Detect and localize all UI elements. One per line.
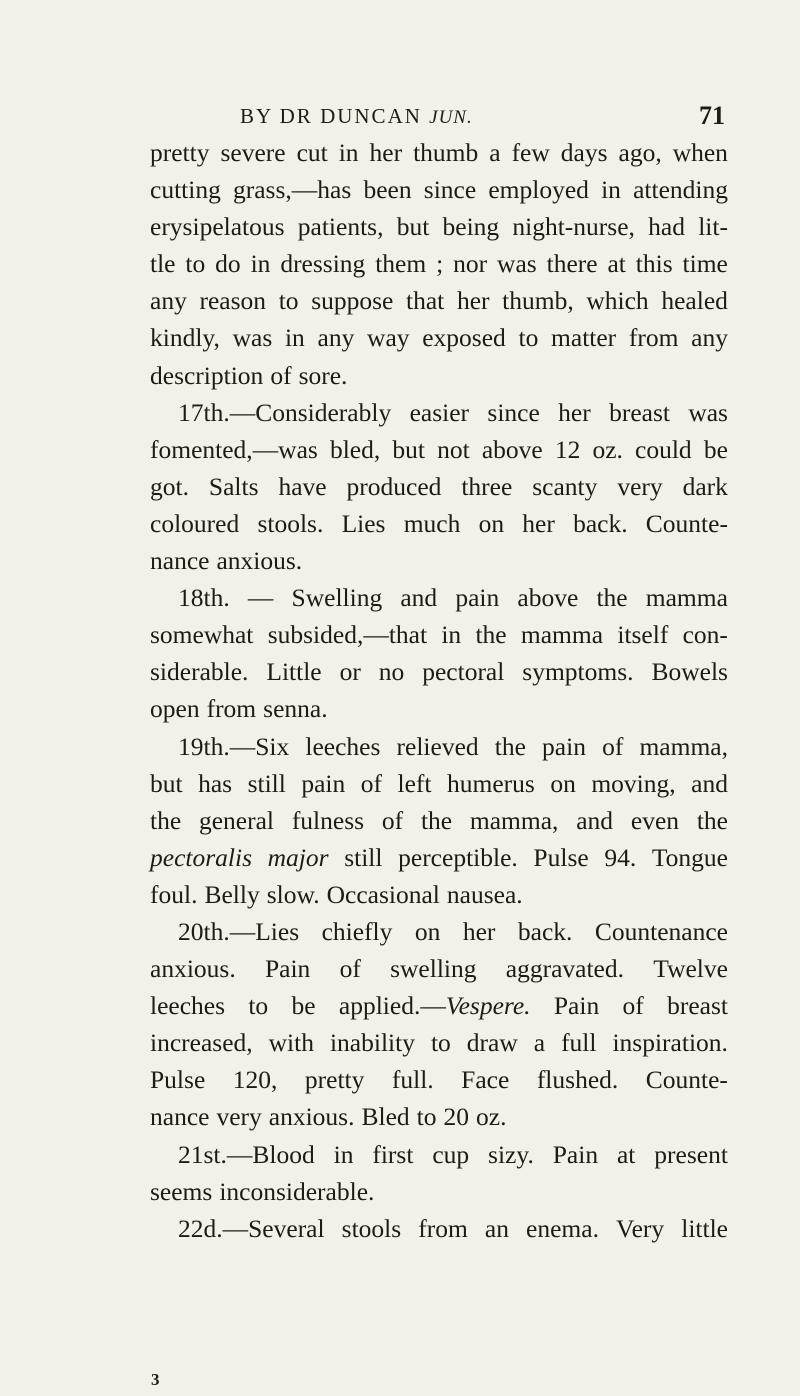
text-line <box>150 1061 728 1098</box>
text-line <box>150 1098 728 1135</box>
text-line <box>150 1210 728 1247</box>
text-word: foul. <box>150 879 198 909</box>
text-word: relieved <box>396 731 479 761</box>
text-word: still <box>247 768 286 798</box>
text-word: no <box>378 657 405 687</box>
text-word: aggravated. <box>505 954 625 984</box>
text-word: moving, <box>591 768 676 798</box>
text-word: Belly <box>204 879 260 909</box>
text-word: to <box>185 249 206 279</box>
text-word: pain <box>301 768 346 798</box>
text-line <box>150 913 728 950</box>
text-word: in <box>338 138 359 167</box>
text-word: and <box>691 768 728 798</box>
text-word: 18th. <box>178 583 230 613</box>
text-word: grass,—has <box>233 175 352 205</box>
text-word: Pulse <box>533 842 589 872</box>
text-word: symptoms. <box>522 657 634 687</box>
text-line <box>150 208 728 245</box>
running-title-suffix: JUN. <box>429 107 473 128</box>
text-word: when <box>672 138 728 167</box>
text-word: Occasional <box>326 879 440 909</box>
text-line <box>150 1136 728 1173</box>
text-word: her <box>462 916 496 946</box>
text-word: ago, <box>618 138 662 167</box>
text-word: above <box>481 434 543 464</box>
text-word: healed <box>661 286 728 316</box>
text-word: chiefly <box>321 916 393 946</box>
text-word: pretty <box>304 1065 365 1095</box>
text-word: cut <box>296 138 328 167</box>
text-word: stools. <box>257 508 324 538</box>
text-word: the <box>475 620 507 650</box>
text-word: bled, <box>329 434 381 464</box>
text-word: be <box>703 434 728 464</box>
text-word: open <box>150 694 200 724</box>
text-word: her <box>558 397 591 427</box>
text-word: them <box>375 249 427 279</box>
text-word: mamma, <box>469 805 559 835</box>
text-word: night-nurse, <box>512 212 635 242</box>
text-word: first <box>372 1139 414 1169</box>
text-line <box>150 728 728 765</box>
text-word: to <box>278 286 299 316</box>
text-word: since <box>423 175 477 205</box>
text-word: this <box>635 249 673 279</box>
text-word: was <box>497 249 537 279</box>
text-word: the <box>494 731 526 761</box>
text-word: leeches <box>150 991 226 1021</box>
text-word: in <box>601 175 621 205</box>
text-word: flushed. <box>536 1065 619 1095</box>
text-word: and <box>576 805 614 835</box>
text-word: senna. <box>263 694 328 724</box>
text-word: stools <box>341 1213 402 1243</box>
text-word: 120, <box>232 1065 278 1095</box>
text-word: full. <box>391 1065 434 1095</box>
text-line <box>150 394 728 431</box>
text-word: employed <box>488 175 589 205</box>
text-word: breast <box>667 991 728 1021</box>
text-word: to <box>430 1028 451 1058</box>
running-title-text: BY DR DUNCAN <box>240 104 422 128</box>
text-line <box>150 690 728 727</box>
text-word: very <box>617 471 663 501</box>
text-word: breast <box>609 397 670 427</box>
text-word: in <box>333 1139 354 1169</box>
text-word: above <box>517 583 579 613</box>
text-word: leeches <box>305 731 381 761</box>
text-word: description <box>150 360 264 390</box>
text-word: nausea. <box>446 879 523 909</box>
text-word: present <box>654 1139 728 1169</box>
text-word: on <box>550 768 576 798</box>
running-head <box>150 96 725 136</box>
page-number: 71 <box>699 101 725 130</box>
text-word: inspiration. <box>612 1028 728 1058</box>
text-line <box>150 245 728 282</box>
text-word: — <box>247 583 274 613</box>
text-word: 12 <box>554 434 581 464</box>
text-word: even <box>630 805 680 835</box>
text-word: erysipelatous <box>150 212 285 242</box>
text-line <box>150 319 728 356</box>
text-line <box>150 765 728 802</box>
text-word: 20th.—Lies <box>178 916 300 946</box>
text-word: Bowels <box>651 657 728 687</box>
text-word: been <box>363 175 412 205</box>
text-word: itself <box>617 620 669 650</box>
text-word: attending <box>633 175 728 205</box>
text-word: dressing <box>280 249 366 279</box>
text-word: in <box>250 249 271 279</box>
text-word: a <box>489 138 501 167</box>
text-word: and <box>400 583 438 613</box>
text-word: nance <box>150 546 210 576</box>
text-word: of <box>602 731 624 761</box>
text-word: suppose <box>311 286 394 316</box>
text-line <box>150 431 728 468</box>
text-word: Twelve <box>653 954 728 984</box>
text-word: Swelling <box>291 583 383 613</box>
text-line <box>150 171 728 208</box>
text-word: her <box>456 286 490 316</box>
text-word: Lies <box>341 508 386 538</box>
text-word: of <box>622 991 644 1021</box>
text-word: in <box>441 620 462 650</box>
text-word: 94. <box>604 842 637 872</box>
text-line <box>150 876 728 913</box>
text-line <box>150 950 728 987</box>
text-word: kindly, <box>150 323 220 353</box>
text-word: still <box>344 842 383 872</box>
text-word: humerus <box>447 768 535 798</box>
text-word: of <box>381 805 404 835</box>
text-line <box>150 653 728 690</box>
text-word: do <box>215 249 241 279</box>
text-word: reason <box>199 286 267 316</box>
text-word: back. <box>573 508 628 538</box>
text-word: any <box>150 286 187 316</box>
text-word: Counte- <box>645 1065 728 1095</box>
text-word: Pain <box>264 954 311 984</box>
text-word: Pulse <box>150 1065 206 1095</box>
text-line <box>150 542 728 579</box>
text-line <box>150 839 728 876</box>
text-line <box>150 468 728 505</box>
text-word: in <box>284 323 305 353</box>
text-word: nor <box>453 249 488 279</box>
text-word: thumb <box>413 138 479 167</box>
text-word: left <box>397 768 432 798</box>
text-word: any <box>317 323 355 353</box>
text-word: was <box>688 397 728 427</box>
text-word: Pain <box>552 1139 599 1169</box>
text-word: but <box>396 212 430 242</box>
text-word: 22d.—Several <box>178 1213 325 1243</box>
text-word: con- <box>682 620 728 650</box>
text-word: from <box>628 323 679 353</box>
text-word: which <box>586 286 649 316</box>
text-word: to <box>248 991 269 1021</box>
text-word: not <box>437 434 470 464</box>
text-word: sore. <box>298 360 348 390</box>
body-text <box>150 134 728 1247</box>
text-line <box>150 1173 728 1210</box>
text-word: 17th.—Considerably <box>178 397 392 427</box>
text-word: but <box>150 768 183 798</box>
text-word: mamma <box>520 620 604 650</box>
text-line <box>150 579 728 616</box>
text-word: increased, <box>150 1028 253 1058</box>
text-word: sizy. <box>488 1139 534 1169</box>
text-word: subsided,—that <box>267 620 428 650</box>
text-word: very <box>216 1102 262 1132</box>
text-word: to <box>416 1102 437 1132</box>
text-word: patients, <box>297 212 384 242</box>
text-word: 19th.—Six <box>178 731 290 761</box>
text-word: nance <box>150 1102 210 1132</box>
text-word: the <box>596 583 628 613</box>
text-word: inconsiderable. <box>219 1176 375 1206</box>
text-word: pretty <box>150 138 210 167</box>
text-word: mamma <box>645 583 728 613</box>
text-line <box>150 505 728 542</box>
text-word: general <box>198 805 274 835</box>
text-word: be <box>291 991 316 1021</box>
text-word: pectoral <box>422 657 505 687</box>
text-line <box>150 357 728 394</box>
text-word: Pain <box>553 991 600 1021</box>
signature-mark: 3 <box>151 1370 160 1389</box>
text-word: from <box>418 1213 468 1243</box>
text-word: swelling <box>390 954 477 984</box>
text-word: any <box>691 323 728 353</box>
text-word: on <box>478 508 505 538</box>
text-word: tle <box>150 249 176 279</box>
text-word: at <box>616 1139 636 1169</box>
text-word: ; <box>436 249 444 279</box>
text-word: her <box>522 508 555 538</box>
text-word: days <box>560 138 608 167</box>
text-word: has <box>198 768 233 798</box>
text-word: at <box>607 249 626 279</box>
text-word: anxious. <box>268 1102 355 1132</box>
text-word: anxious. <box>150 954 236 984</box>
text-word: perceptible. <box>398 842 518 872</box>
text-word: inability <box>329 1028 415 1058</box>
text-word: cutting <box>150 175 221 205</box>
text-word: easier <box>409 397 470 427</box>
text-word: Tongue <box>651 842 728 872</box>
text-word: back. <box>517 916 573 946</box>
text-word: three <box>461 471 513 501</box>
text-line <box>150 1024 728 1061</box>
text-word: her <box>369 138 403 167</box>
text-word: the <box>150 805 182 835</box>
text-word: enema. <box>526 1213 599 1243</box>
text-word: a <box>533 1028 546 1058</box>
text-word: to <box>518 323 539 353</box>
text-word: being <box>442 212 500 242</box>
text-word: the <box>420 805 453 835</box>
text-word: coloured <box>150 508 240 538</box>
text-word: full <box>561 1028 597 1058</box>
text-word: of <box>339 954 361 984</box>
text-word: pain <box>542 731 586 761</box>
text-word: Bled <box>361 1102 410 1132</box>
text-word: have <box>278 471 327 501</box>
text-word: draw <box>466 1028 518 1058</box>
text-word: could <box>635 434 692 464</box>
text-word: of <box>270 360 292 390</box>
text-word: applied.—Vespere. <box>338 991 531 1021</box>
text-word: lit- <box>698 212 728 242</box>
text-word: exposed <box>422 323 506 353</box>
text-word: produced <box>346 471 442 501</box>
text-word: fulness <box>291 805 365 835</box>
text-line <box>150 987 728 1024</box>
text-word: oz. <box>592 434 623 464</box>
text-word: cup <box>432 1139 470 1169</box>
text-word: matter <box>551 323 617 353</box>
text-word: mamma, <box>639 731 728 761</box>
text-line <box>150 282 728 319</box>
text-word: there <box>546 249 598 279</box>
text-word: that <box>406 286 445 316</box>
running-title <box>240 96 473 138</box>
text-word: the <box>696 805 728 835</box>
text-word: oz. <box>476 1102 507 1132</box>
text-word: of <box>360 768 383 798</box>
text-word: Little <box>266 657 322 687</box>
text-word: since <box>487 397 540 427</box>
text-word: slow. <box>266 879 320 909</box>
text-line <box>150 134 728 171</box>
text-word: from <box>206 694 257 724</box>
text-word: Very <box>616 1213 665 1243</box>
text-word: siderable. <box>150 657 249 687</box>
text-word: anxious. <box>216 546 303 576</box>
text-word: somewhat <box>150 620 254 650</box>
text-word: Face <box>461 1065 510 1095</box>
text-line <box>150 616 728 653</box>
text-word: Salts <box>208 471 259 501</box>
text-word: 20 <box>443 1102 469 1132</box>
text-word: but <box>392 434 425 464</box>
text-line <box>150 802 728 839</box>
text-word: an <box>484 1213 509 1243</box>
text-word: had <box>648 212 685 242</box>
text-word: with <box>268 1028 314 1058</box>
text-word: or <box>339 657 361 687</box>
text-word: seems <box>150 1176 213 1206</box>
text-word: thumb, <box>502 286 574 316</box>
text-word: fomented,—was <box>150 434 318 464</box>
text-word: time <box>682 249 728 279</box>
text-word: Countenance <box>594 916 728 946</box>
text-word: little <box>681 1213 728 1243</box>
text-word: Counte- <box>645 508 728 538</box>
text-word: much <box>403 508 461 538</box>
text-word: dark <box>682 471 728 501</box>
text-word: pain <box>455 583 500 613</box>
text-word: got. <box>150 471 189 501</box>
text-word: pectoralis <box>150 842 252 872</box>
text-word: scanty <box>532 471 598 501</box>
text-word: few <box>511 138 550 167</box>
text-word: major <box>267 842 329 872</box>
text-word: on <box>414 916 441 946</box>
text-word: severe <box>220 138 286 167</box>
text-word: was <box>232 323 273 353</box>
text-word: 21st.—Blood <box>178 1139 315 1169</box>
text-word: way <box>367 323 410 353</box>
